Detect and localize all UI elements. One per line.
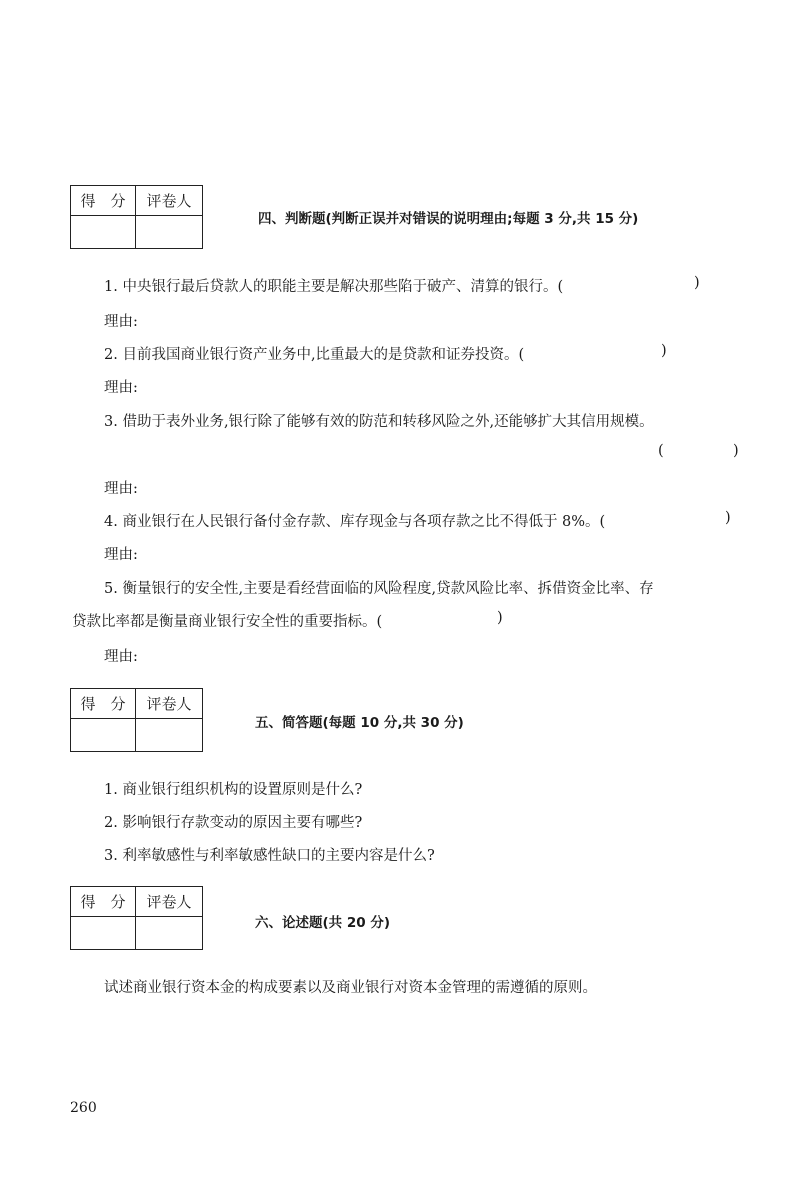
score-table-section6 xyxy=(70,886,203,950)
section4-title: 四、判断题(判断正误并对错误的说明理由;每题 3 分,共 15 分) xyxy=(258,211,639,227)
s4-question-4: 4. 商业银行在人民银行备付金存款、库存现金与各项存款之比不得低于 8%。( xyxy=(104,514,606,530)
s4-q4-close-paren: ) xyxy=(725,510,731,526)
s6-question-1: 试述商业银行资本金的构成要素以及商业银行对资本金管理的需遵循的原则。 xyxy=(104,980,597,996)
s4-q5-reason-label: 理由: xyxy=(104,649,138,665)
score-cell[interactable] xyxy=(71,917,136,950)
s4-question-3: 3. 借助于表外业务,银行除了能够有效的防范和转移风险之外,还能够扩大其信用规模。 xyxy=(104,414,654,430)
grader-header: 评卷人 xyxy=(136,186,203,216)
s5-question-3: 3. 利率敏感性与利率敏感性缺口的主要内容是什么? xyxy=(104,848,435,864)
s4-q3-open-paren: ( xyxy=(658,443,664,459)
grader-header: 评卷人 xyxy=(136,689,203,719)
s4-question-5-line2: 贷款比率都是衡量商业银行安全性的重要指标。( xyxy=(72,614,383,630)
grader-cell[interactable] xyxy=(136,216,203,249)
s5-question-1: 1. 商业银行组织机构的设置原则是什么? xyxy=(104,782,363,798)
score-cell[interactable] xyxy=(71,719,136,752)
s4-q2-reason-label: 理由: xyxy=(104,380,138,396)
score-header: 得 分 xyxy=(71,887,136,917)
s4-q1-close-paren: ) xyxy=(694,275,700,291)
grader-header: 评卷人 xyxy=(136,887,203,917)
s4-q5-close-paren: ) xyxy=(497,610,503,626)
grader-cell[interactable] xyxy=(136,917,203,950)
score-header: 得 分 xyxy=(71,689,136,719)
s4-q3-reason-label: 理由: xyxy=(104,481,138,497)
score-table-section5 xyxy=(70,688,203,752)
s5-question-2: 2. 影响银行存款变动的原因主要有哪些? xyxy=(104,815,363,831)
score-cell[interactable] xyxy=(71,216,136,249)
section6-title: 六、论述题(共 20 分) xyxy=(255,915,391,931)
s4-q4-reason-label: 理由: xyxy=(104,547,138,563)
grader-cell[interactable] xyxy=(136,719,203,752)
score-header: 得 分 xyxy=(71,186,136,216)
s4-question-1: 1. 中央银行最后贷款人的职能主要是解决那些陷于破产、清算的银行。( xyxy=(104,279,564,295)
s4-question-5-line1: 5. 衡量银行的安全性,主要是看经营面临的风险程度,贷款风险比率、拆借资金比率、存 xyxy=(104,581,654,597)
s4-question-2: 2. 目前我国商业银行资产业务中,比重最大的是贷款和证券投资。( xyxy=(104,347,525,363)
page-number: 260 xyxy=(70,1100,97,1116)
score-table-section4 xyxy=(70,185,203,249)
section5-title: 五、简答题(每题 10 分,共 30 分) xyxy=(255,715,464,731)
s4-q2-close-paren: ) xyxy=(661,343,667,359)
s4-q3-close-paren: ) xyxy=(733,443,739,459)
s4-q1-reason-label: 理由: xyxy=(104,314,138,330)
